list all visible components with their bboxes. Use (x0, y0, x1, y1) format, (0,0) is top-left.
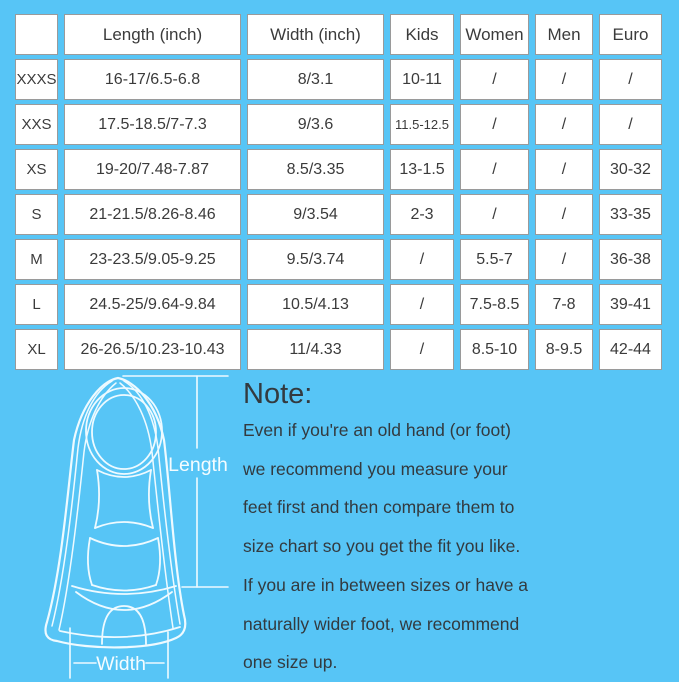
size-chart-table (15, 14, 662, 370)
table-cell: / (599, 104, 662, 145)
table-cell: / (535, 59, 593, 100)
table-cell: / (599, 59, 662, 100)
table-cell: 7.5-8.5 (460, 284, 529, 325)
note-title: Note: (243, 378, 313, 410)
table-cell: 23-23.5/9.05-9.25 (64, 239, 241, 280)
table-cell: 19-20/7.48-7.87 (64, 149, 241, 190)
table-cell: 33-35 (599, 194, 662, 235)
table-cell: 10.5/4.13 (247, 284, 384, 325)
table-cell: 21-21.5/8.26-8.46 (64, 194, 241, 235)
table-cell: 8/3.1 (247, 59, 384, 100)
note-line: Even if you're an old hand (or foot) (243, 420, 511, 440)
note-line: feet first and then compare them to (243, 497, 515, 518)
row-label: M (15, 239, 58, 280)
table-cell: 8-9.5 (535, 329, 593, 370)
row-label: XXXS (15, 59, 58, 100)
note-section (243, 378, 663, 682)
table-cell: 8.5/3.35 (247, 149, 384, 190)
column-header-euro: Euro (599, 14, 662, 55)
table-cell: 11/4.33 (247, 329, 384, 370)
table-cell: / (390, 284, 454, 325)
row-label: XXS (15, 104, 58, 145)
table-cell: / (390, 239, 454, 280)
column-header-women: Women (460, 14, 529, 55)
table-cell: 26-26.5/10.23-10.43 (64, 329, 241, 370)
column-header-length: Length (inch) (64, 14, 241, 55)
table-cell: 24.5-25/9.64-9.84 (64, 284, 241, 325)
column-header-men: Men (535, 14, 593, 55)
table-cell: 2-3 (390, 194, 454, 235)
table-cell: 7-8 (535, 284, 593, 325)
table-cell: / (535, 239, 593, 280)
table-cell: 17.5-18.5/7-7.3 (64, 104, 241, 145)
table-cell: 9/3.6 (247, 104, 384, 145)
width-label: Width (96, 653, 146, 675)
row-label: XL (15, 329, 58, 370)
table-cell: 9.5/3.74 (247, 239, 384, 280)
table-cell: 8.5-10 (460, 329, 529, 370)
column-header-size (15, 14, 58, 55)
fin-detail-icon (60, 470, 180, 644)
table-cell: 13-1.5 (390, 149, 454, 190)
table-cell: / (460, 194, 529, 235)
note-line: If you are in between sizes or have a (243, 574, 529, 595)
note-line: naturally wider foot, we recommend (243, 613, 520, 634)
note-line: size chart so you get the fit you like. (243, 536, 521, 557)
row-label: S (15, 194, 58, 235)
table-cell: 5.5-7 (460, 239, 529, 280)
table-cell: 36-38 (599, 239, 662, 280)
column-header-width: Width (inch) (247, 14, 384, 55)
table-cell: 9/3.54 (247, 194, 384, 235)
table-cell: 39-41 (599, 284, 662, 325)
table-cell: 16-17/6.5-6.8 (64, 59, 241, 100)
table-cell: 11.5-12.5 (390, 104, 454, 145)
table-cell: / (460, 104, 529, 145)
foot-pocket-icon (86, 388, 162, 474)
fin-illustration (28, 368, 240, 679)
table-cell: 10-11 (390, 59, 454, 100)
table-cell: 42-44 (599, 329, 662, 370)
column-header-kids: Kids (390, 14, 454, 55)
table-cell: / (535, 104, 593, 145)
table-cell: / (535, 194, 593, 235)
table-cell: / (390, 329, 454, 370)
table-cell: / (535, 149, 593, 190)
row-label: L (15, 284, 58, 325)
table-cell: 30-32 (599, 149, 662, 190)
table-cell: / (460, 149, 529, 190)
table-cell: / (460, 59, 529, 100)
length-label: Length (168, 454, 228, 476)
note-line: we recommend you measure your (243, 458, 508, 479)
note-line: one size up. (243, 652, 338, 673)
row-label: XS (15, 149, 58, 190)
